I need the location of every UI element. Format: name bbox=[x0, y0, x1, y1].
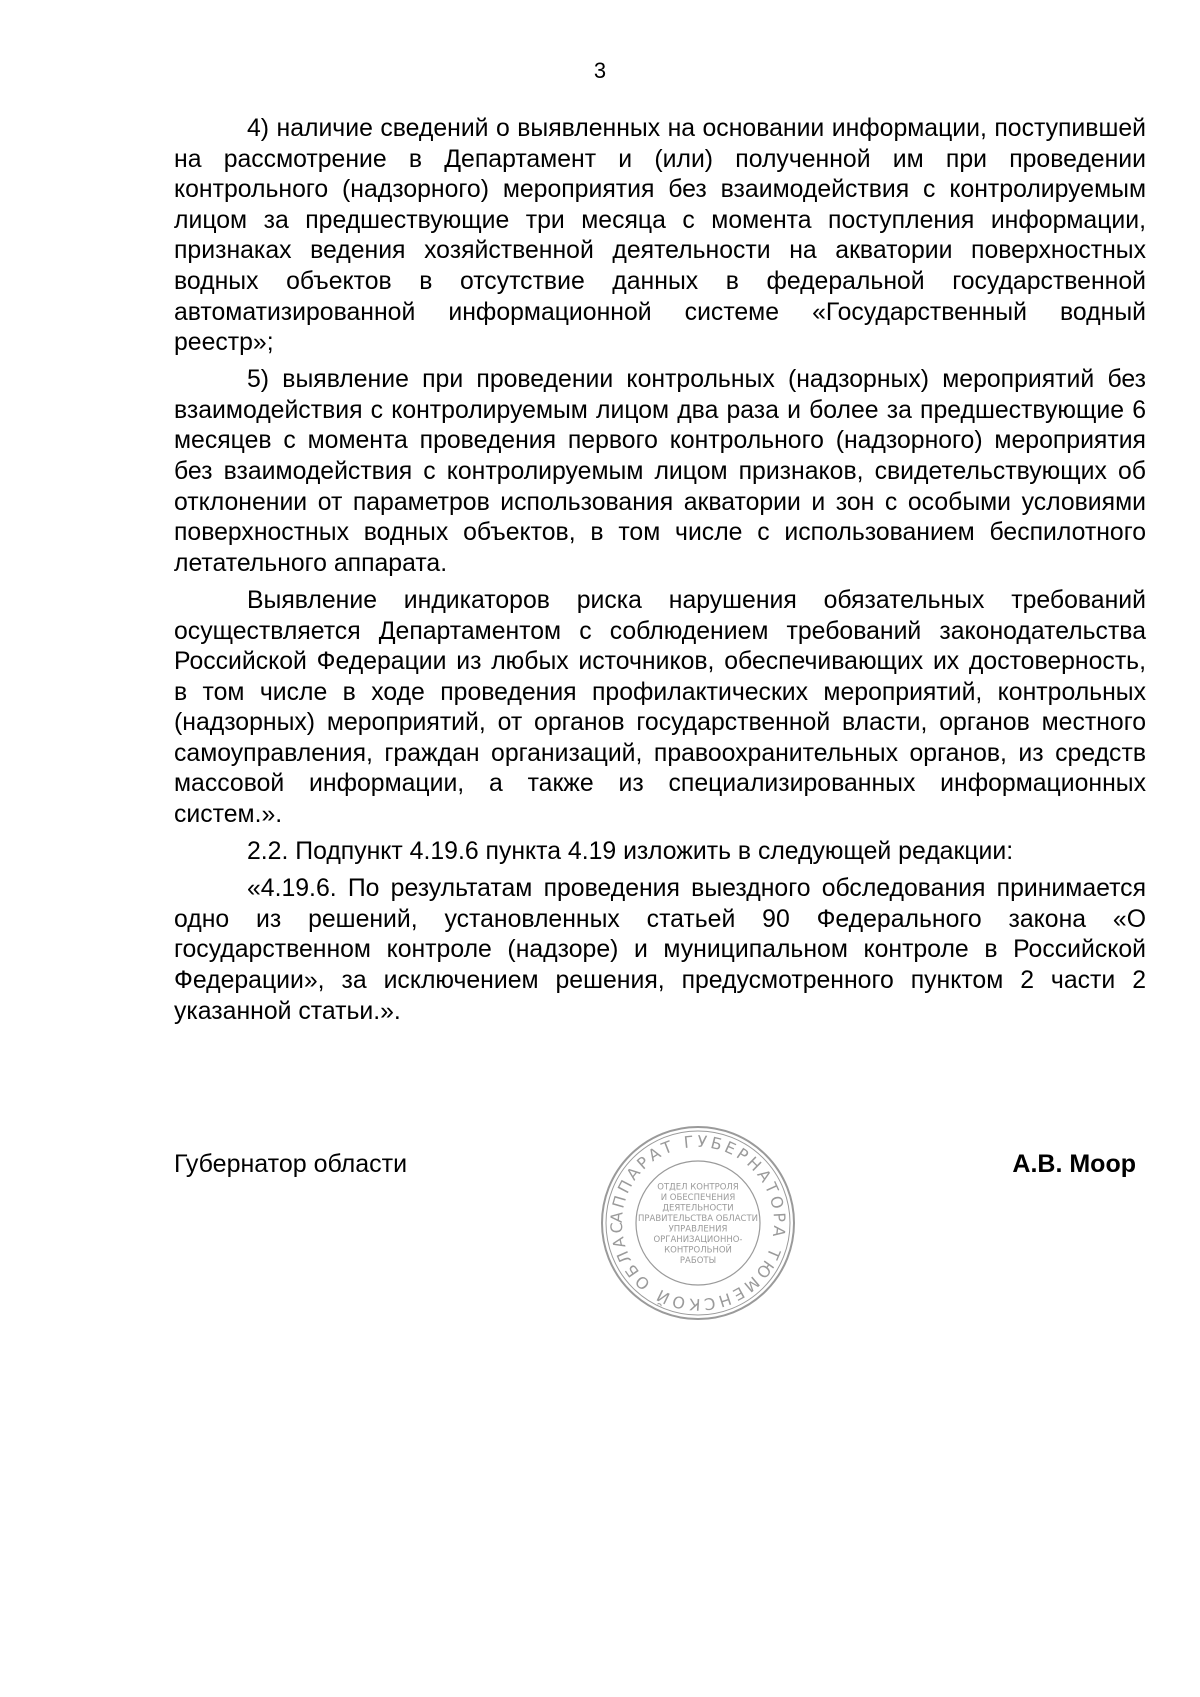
paragraph-risk-indicators: Выявление индикаторов риска нарушения обязательных требований осуществляется Департаментом с соблюдением требований законодательства Российской Федерации из любых источников, обеспечивающих их достоверность, в том числе в ходе проведения профилактических мероприятий, контрольных (надзорных) мероприятий, от органов государственной власти, органов местного самоуправления, граждан организаций, правоохранительных органов, из средств массовой информации, а также из специализированных информационных систем.». bbox=[174, 586, 1146, 829]
stamp-seal-icon bbox=[598, 1123, 798, 1323]
stamp-inner-line: И ОБЕСПЕЧЕНИЯ bbox=[660, 1192, 736, 1203]
page-number: 3 bbox=[593, 58, 607, 83]
stamp-inner-line: РАБОТЫ bbox=[679, 1255, 717, 1266]
stamp-inner-line: ОТДЕЛ КОНТРОЛЯ bbox=[657, 1182, 739, 1193]
paragraph-item-4: 4) наличие сведений о выявленных на основании информации, поступившей на рассмотрение в Департамент и (или) полученной им при проведении контрольного (надзорного) мероприятия без взаимодействия с контролируемым лицом за предшествующие три месяца с момента поступления информации, признаках ведения хозяйственной деятельности на акватории поверхностных водных объектов в отсутствие данных в федеральной государственной автоматизированной информационной системе «Государственный водный реестр»; bbox=[174, 115, 1146, 357]
official-stamp bbox=[598, 1123, 798, 1323]
paragraph-subclause-2-2: 2.2. Подпункт 4.19.6 пункта 4.19 изложить в следующей редакции: bbox=[247, 838, 1014, 866]
document-body bbox=[174, 114, 1146, 1034]
paragraph-item-5: 5) выявление при проведении контрольных (надзорных) мероприятий без взаимодействия с контролируемым лицом два раза и более за предшествующие 6 месяцев с момента проведения первого контрольного (надзорного) мероприятия без взаимодействия с контролируемым лицом признаков, свидетельствующих об отклонении от параметров использования акватории и зон с особыми условиями поверхностных водных объектов, в том числе с использованием беспилотного летательного аппарата. bbox=[174, 366, 1146, 577]
paragraph-subclause-4-19-6: «4.19.6. По результатам проведения выездного обследования принимается одно из решений, установленных статьей 90 Федерального закона «О государственном контроле (надзоре) и муниципальном контроле в Российской Федерации», за исключением решения, предусмотренного пунктом 2 части 2 указанной статьи.». bbox=[174, 875, 1146, 1025]
svg-text:АППАРАТ ГУБЕРНАТОРА ТЮМЕНСКОЙ: АППАРАТ ГУБЕРНАТОРА ТЮМЕНСКОЙ ОБЛАС bbox=[606, 1131, 790, 1315]
stamp-inner-line: ДЕЯТЕЛЬНОСТИ bbox=[662, 1203, 734, 1214]
signatory-name: А.В. Моор bbox=[1012, 1150, 1136, 1178]
stamp-inner-line: КОНТРОЛЬНОЙ bbox=[664, 1245, 732, 1256]
stamp-inner-line: ОРГАНИЗАЦИОННО- bbox=[653, 1234, 743, 1245]
stamp-inner-line: ПРАВИТЕЛЬСТВА ОБЛАСТИ bbox=[638, 1213, 758, 1224]
signatory-position: Губернатор области bbox=[174, 1150, 408, 1178]
stamp-inner-line: УПРАВЛЕНИЯ bbox=[668, 1224, 728, 1235]
